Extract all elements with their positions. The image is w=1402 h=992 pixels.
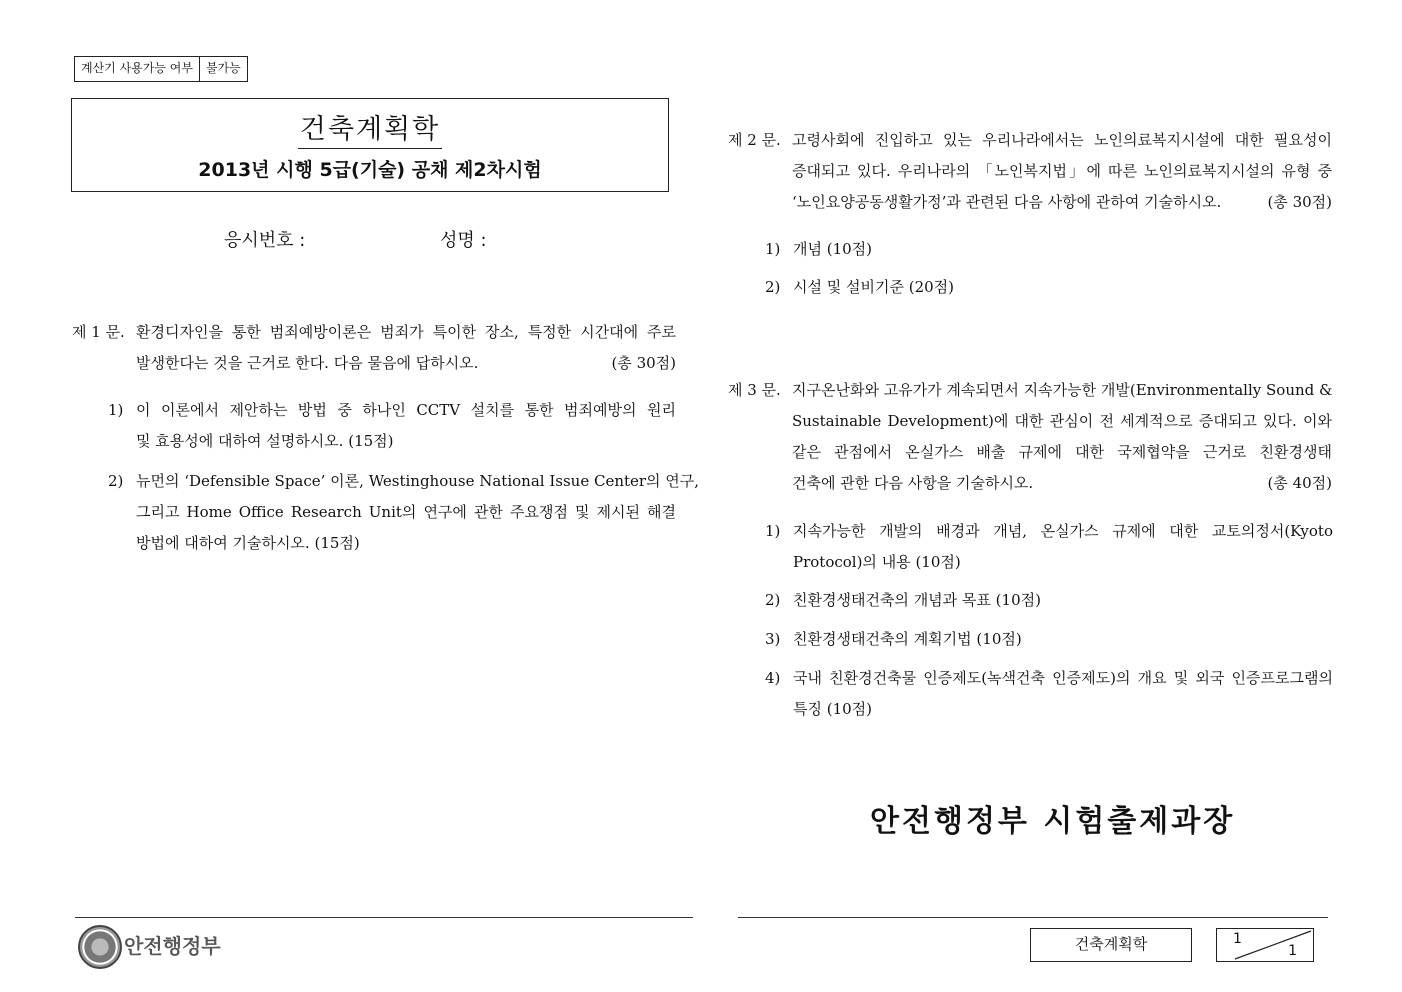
question-1-line: 발생한다는 것을 근거로 한다. 다음 물음에 답하시오. <box>136 354 479 372</box>
item-line: 지속가능한 개발의 배경과 개념, 온실가스 규제에 대한 교토의정서(Kyoto <box>793 522 1333 540</box>
calculator-notice <box>74 56 248 82</box>
item-line: 및 효용성에 대하여 설명하시오. (15점) <box>136 432 394 450</box>
question-1-line-last <box>136 348 676 379</box>
item-line: 뉴먼의 ‘Defensible Space’ 이론, Westinghouse National Issue Center의 연구, <box>136 472 700 490</box>
question-3-line-last <box>792 468 1332 499</box>
page-divider-line <box>1217 929 1313 961</box>
question-1-line: 환경디자인을 통한 범죄예방이론은 범죄가 특이한 장소, 특정한 시간대에 주로 <box>136 323 676 341</box>
name-label: 성명 : <box>440 230 487 251</box>
question-1-head: 제 1 문. <box>72 323 125 341</box>
item-number: 4) <box>765 669 781 687</box>
item-number: 1) <box>108 401 124 419</box>
page-total: 1 <box>1288 943 1297 959</box>
item-number: 2) <box>108 472 124 490</box>
calculator-label: 계산기 사용가능 여부 <box>81 61 193 75</box>
question-2-head: 제 2 문. <box>728 131 781 149</box>
question-3-line: 건축에 관한 다음 사항을 기술하시오. <box>792 474 1034 492</box>
question-1-points: (총 30점) <box>611 354 676 372</box>
item-number: 2) <box>765 591 781 609</box>
exam-number-label: 응시번호 : <box>224 230 306 251</box>
page-indicator <box>1216 928 1314 962</box>
issuer-signature: 안전행정부 시험출제과장 <box>870 804 1236 839</box>
title-box <box>71 98 669 192</box>
item-number: 1) <box>765 240 781 258</box>
item-number: 2) <box>765 278 781 296</box>
calculator-value: 불가능 <box>199 57 247 81</box>
exam-title: 2013년 시행 5급(기술) 공채 제2차시험 <box>198 159 542 181</box>
question-3-line: 같은 관점에서 온실가스 배출 규제에 대한 국제협약을 근거로 친환경생태 <box>792 443 1332 461</box>
item-line: 개념 (10점) <box>793 240 873 258</box>
question-2-line: ‘노인요양공동생활가정’과 관련된 다음 사항에 관하여 기술하시오. <box>792 193 1222 211</box>
question-3-points: (총 40점) <box>1267 474 1332 492</box>
footer-rule-left <box>75 917 693 918</box>
page-current: 1 <box>1233 931 1242 947</box>
footer-rule-right <box>738 917 1328 918</box>
item-line: 친환경생태건축의 개념과 목표 (10점) <box>793 591 1041 609</box>
question-2-line: 고령사회에 진입하고 있는 우리나라에서는 노인의료복지시설에 대한 필요성이 <box>792 131 1332 149</box>
question-2-line: 증대되고 있다. 우리나라의 「노인복지법」에 따른 노인의료복지시설의 유형 중 <box>792 162 1332 180</box>
subject-title-text: 건축계획학 <box>298 107 442 149</box>
footer-subject: 건축계획학 <box>1030 928 1192 962</box>
ministry-seal-icon <box>78 925 122 969</box>
question-3-line: Sustainable Development)에 대한 관심이 전 세계적으로 증대되고 있다. 이와 <box>792 412 1332 430</box>
footer-brand: 안전행정부 <box>124 934 221 958</box>
item-line: Protocol)의 내용 (10점) <box>793 553 961 571</box>
question-3-head: 제 3 문. <box>728 381 781 399</box>
item-line: 특징 (10점) <box>793 700 873 718</box>
item-number: 1) <box>765 522 781 540</box>
subject-title <box>72 107 668 149</box>
item-line: 그리고 Home Office Research Unit의 연구에 관한 주요쟁점 및 제시된 해결 <box>136 503 676 521</box>
item-line: 이 이론에서 제안하는 방법 중 하나인 CCTV 설치를 통한 범죄예방의 원리 <box>136 401 676 419</box>
item-line: 국내 친환경건축물 인증제도(녹색건축 인증제도)의 개요 및 외국 인증프로그램의 <box>793 669 1333 687</box>
item-line: 방법에 대하여 기술하시오. (15점) <box>136 534 360 552</box>
item-line: 시설 및 설비기준 (20점) <box>793 278 955 296</box>
question-2-points: (총 30점) <box>1267 193 1332 211</box>
item-number: 3) <box>765 630 781 648</box>
question-3-line: 지구온난화와 고유가가 계속되면서 지속가능한 개발(Environmentally Sound & <box>792 381 1333 399</box>
question-2-line-last <box>792 187 1332 218</box>
item-line: 친환경생태건축의 계획기법 (10점) <box>793 630 1022 648</box>
